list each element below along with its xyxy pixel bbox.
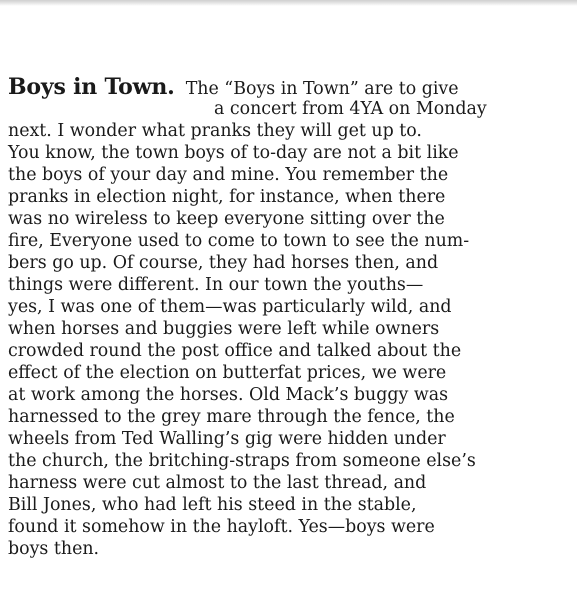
article-line: effect of the election on butterfat prices, we were — [8, 363, 447, 383]
article-line: harnessed to the grey mare through the fence, the — [8, 407, 455, 427]
article-heading: Boys in Town. — [8, 74, 175, 100]
article-line: Bill Jones, who had left his steed in the stable, — [8, 495, 417, 515]
article-line: boys then. — [8, 539, 100, 559]
article-line: next. I wonder what pranks they will get up to. — [8, 121, 422, 141]
article-line: things were different. In our town the youths— — [8, 275, 424, 295]
article-line: crowded round the post office and talked about the — [8, 341, 462, 361]
article-line: bers go up. Of course, they had horses then, and — [8, 253, 439, 273]
article-line: the church, the britching-straps from someone else’s — [8, 451, 476, 471]
article-line: found it somehow in the hayloft. Yes—boys were — [8, 517, 435, 537]
article-line: the boys of your day and mine. You remember the — [8, 165, 449, 185]
article-line: when horses and buggies were left while owners — [8, 319, 440, 339]
article-line: was no wireless to keep everyone sitting over the — [8, 209, 445, 229]
article-line: yes, I was one of them—was particularly wild, and — [8, 297, 452, 317]
article-line: harness were cut almost to the last thread, and — [8, 473, 427, 493]
article-line: at work among the horses. Old Mack’s buggy was — [8, 385, 449, 405]
article-line: wheels from Ted Walling’s gig were hidden under — [8, 429, 446, 449]
article-line: a concert from 4YA on Monday — [214, 99, 487, 119]
page-top-edge — [0, 0, 577, 6]
article-line: The “Boys in Town” are to give — [185, 79, 459, 99]
article-first-line — [8, 76, 459, 98]
article-line: You know, the town boys of to-day are not a bit like — [8, 143, 459, 163]
article-line: pranks in election night, for instance, when there — [8, 187, 446, 207]
article-line: fire, Everyone used to come to town to see the num- — [8, 231, 470, 251]
